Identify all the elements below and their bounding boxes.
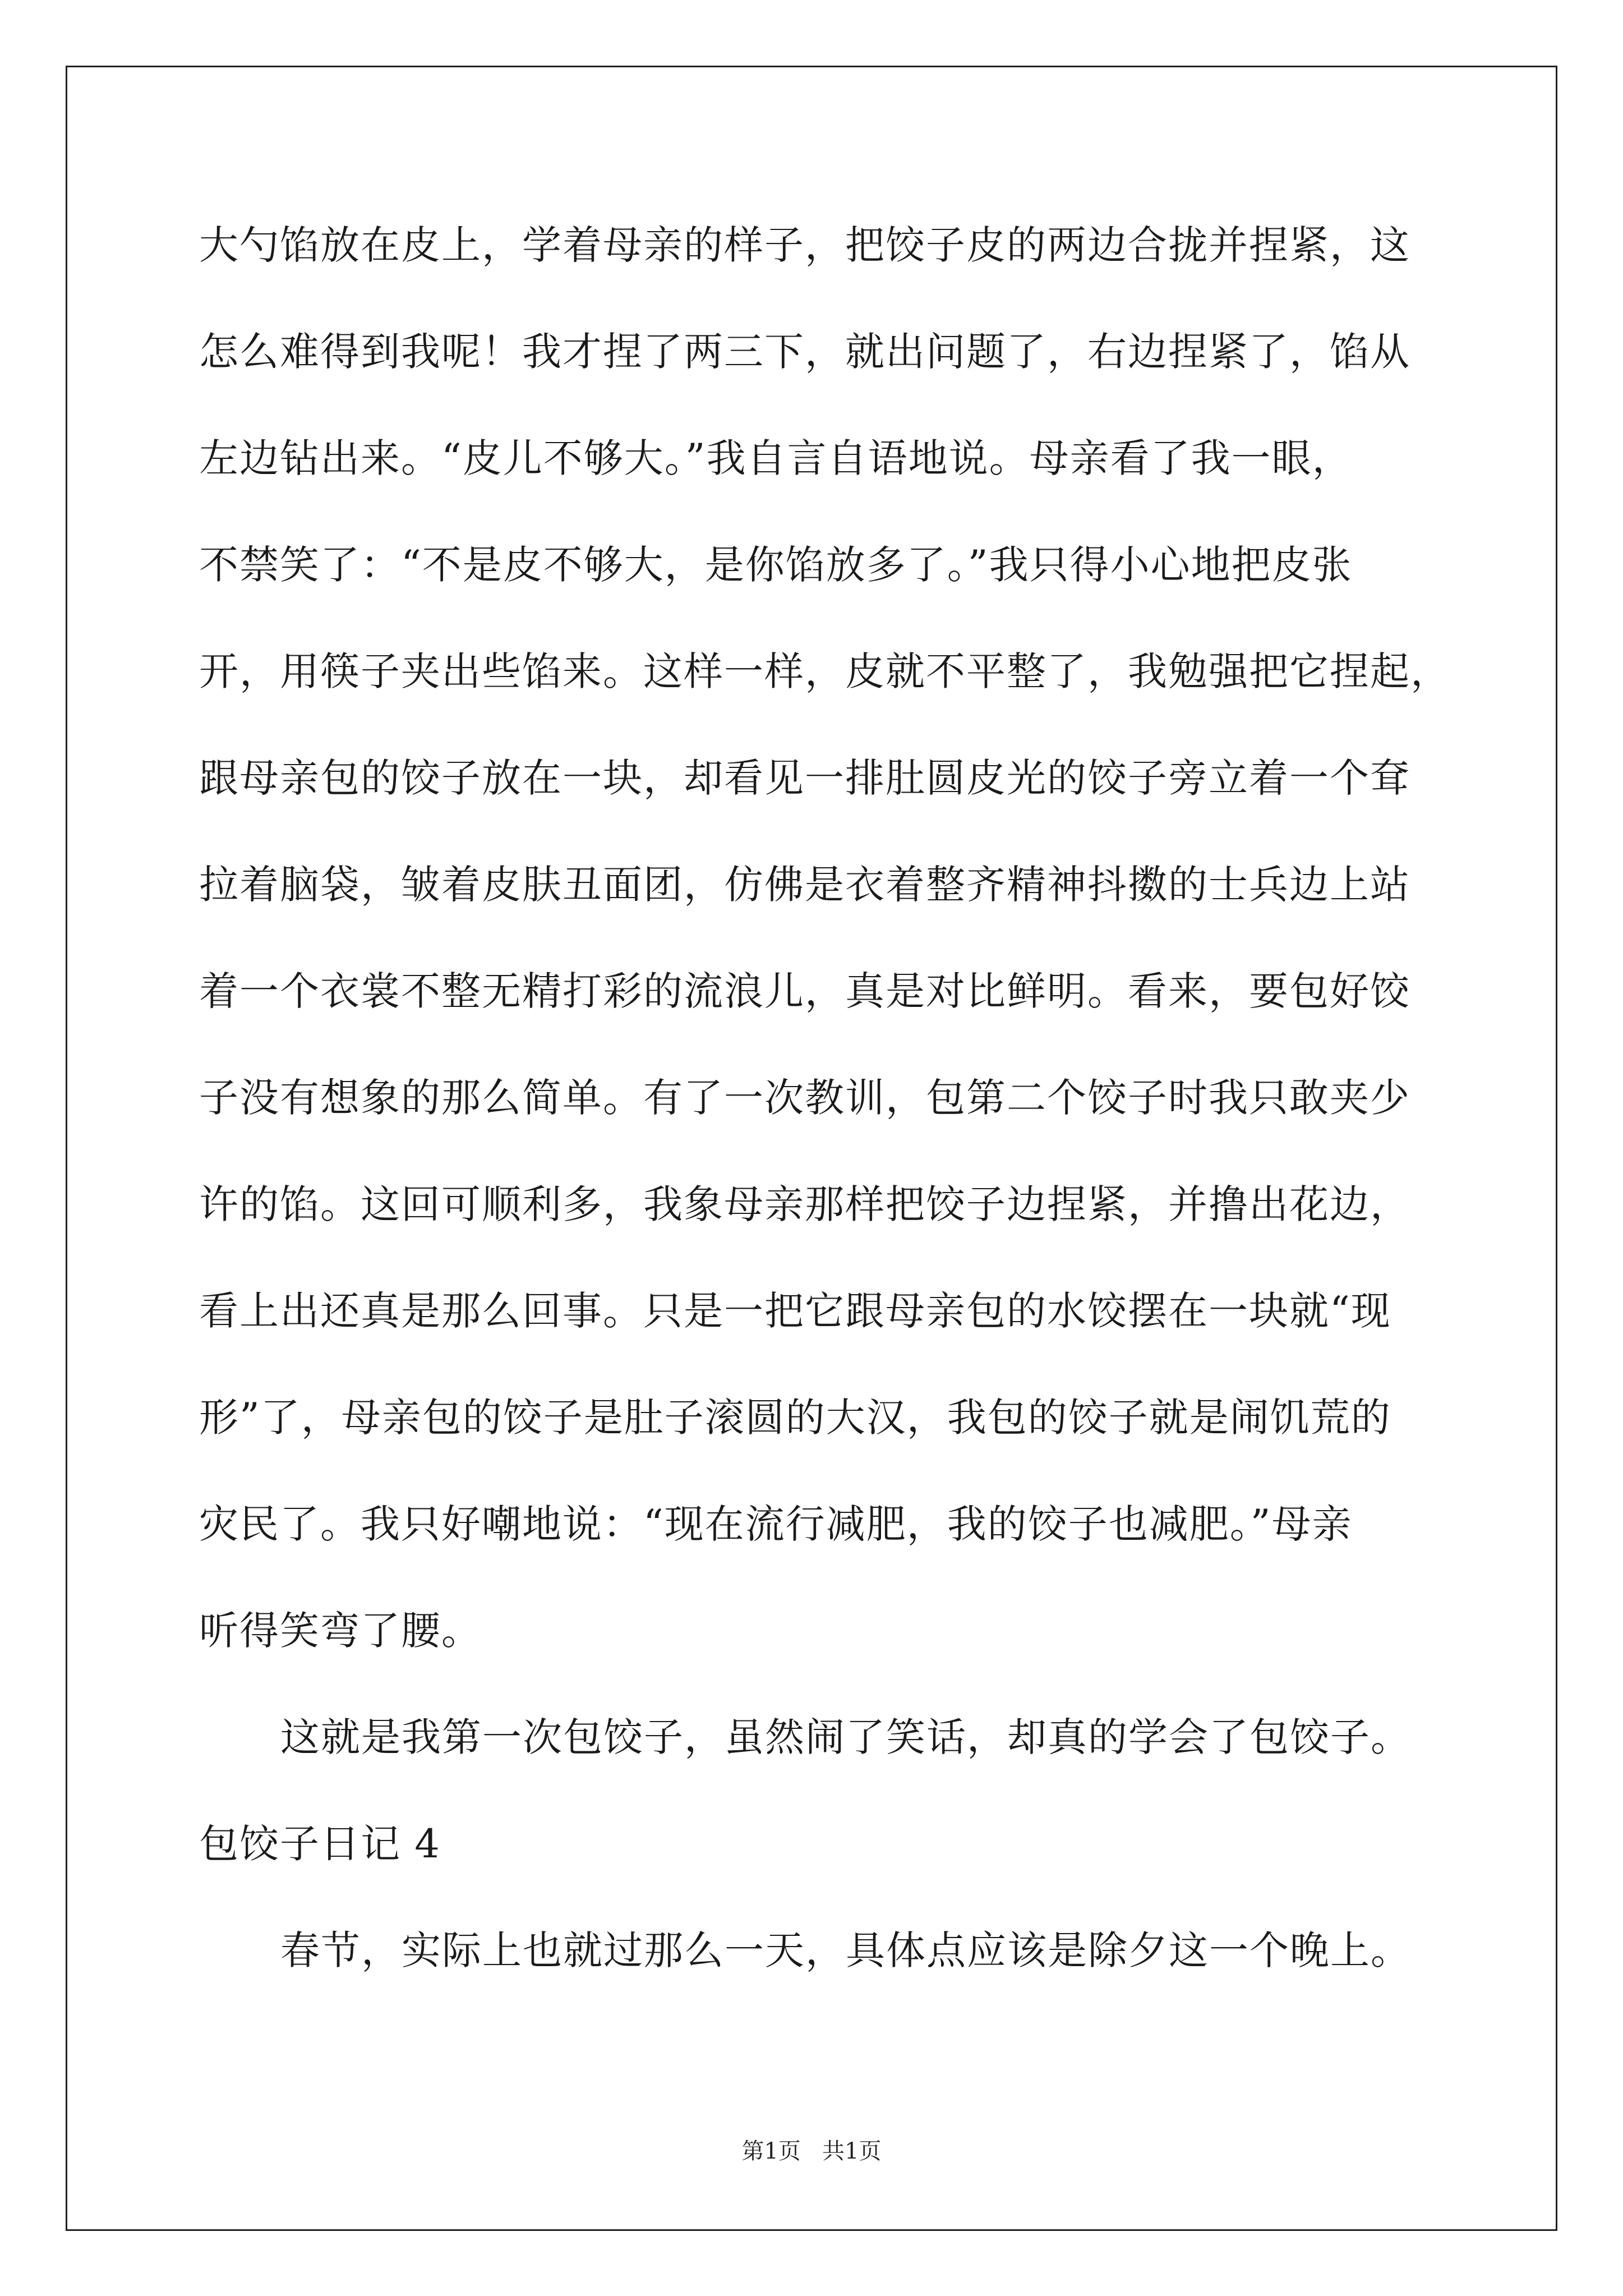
page-number-footer: 第1页 共1页 bbox=[741, 2138, 882, 2164]
text-line: 大勺馅放在皮上，学着母亲的样子，把饺子皮的两边合拢并捏紧，这 bbox=[199, 222, 1410, 268]
paragraph-intro: 春节，实际上也就过那么一天，具体点应该是除夕这一个晚上。 bbox=[280, 1927, 1411, 1973]
section-heading: 包饺子日记 4 bbox=[199, 1821, 441, 1867]
paragraph-closing: 这就是我第一次包饺子，虽然闹了笑话，却真的学会了包饺子。 bbox=[280, 1714, 1411, 1760]
text-line: 怎么难得到我呢！我才捏了两三下，就出问题了，右边捏紧了，馅从 bbox=[199, 329, 1410, 375]
text-line: 子没有想象的那么简单。有了一次教训，包第二个饺子时我只敢夹少 bbox=[199, 1075, 1410, 1121]
text-line: 左边钻出来。“皮儿不够大。”我自言自语地说。母亲看了我一眼， bbox=[199, 435, 1353, 481]
text-line: 许的馅。这回可顺利多，我象母亲那样把饺子边捏紧，并撸出花边， bbox=[199, 1181, 1410, 1227]
text-line: 着一个衣裳不整无精打彩的流浪儿，真是对比鲜明。看来，要包好饺 bbox=[199, 968, 1410, 1014]
text-line: 听得笑弯了腰。 bbox=[199, 1608, 482, 1654]
text-line: 形”了，母亲包的饺子是肚子滚圆的大汉，我包的饺子就是闹饥荒的 bbox=[199, 1395, 1391, 1441]
text-line: 不禁笑了：“不是皮不够大，是你馅放多了。”我只得小心地把皮张 bbox=[199, 542, 1353, 588]
text-line: 跟母亲包的饺子放在一块，却看见一排肚圆皮光的饺子旁立着一个耷 bbox=[199, 755, 1410, 801]
page-border bbox=[66, 66, 1557, 2231]
text-line: 看上出还真是那么回事。只是一把它跟母亲包的水饺摆在一块就“现 bbox=[199, 1288, 1391, 1334]
text-line: 开，用筷子夹出些馅来。这样一样，皮就不平整了，我勉强把它捏起， bbox=[199, 648, 1451, 694]
text-line: 灾民了。我只好嘲地说：“现在流行减肥，我的饺子也减肥。”母亲 bbox=[199, 1501, 1353, 1547]
text-line: 拉着脑袋，皱着皮肤丑面团，仿佛是衣着整齐精神抖擞的士兵边上站 bbox=[199, 862, 1410, 908]
